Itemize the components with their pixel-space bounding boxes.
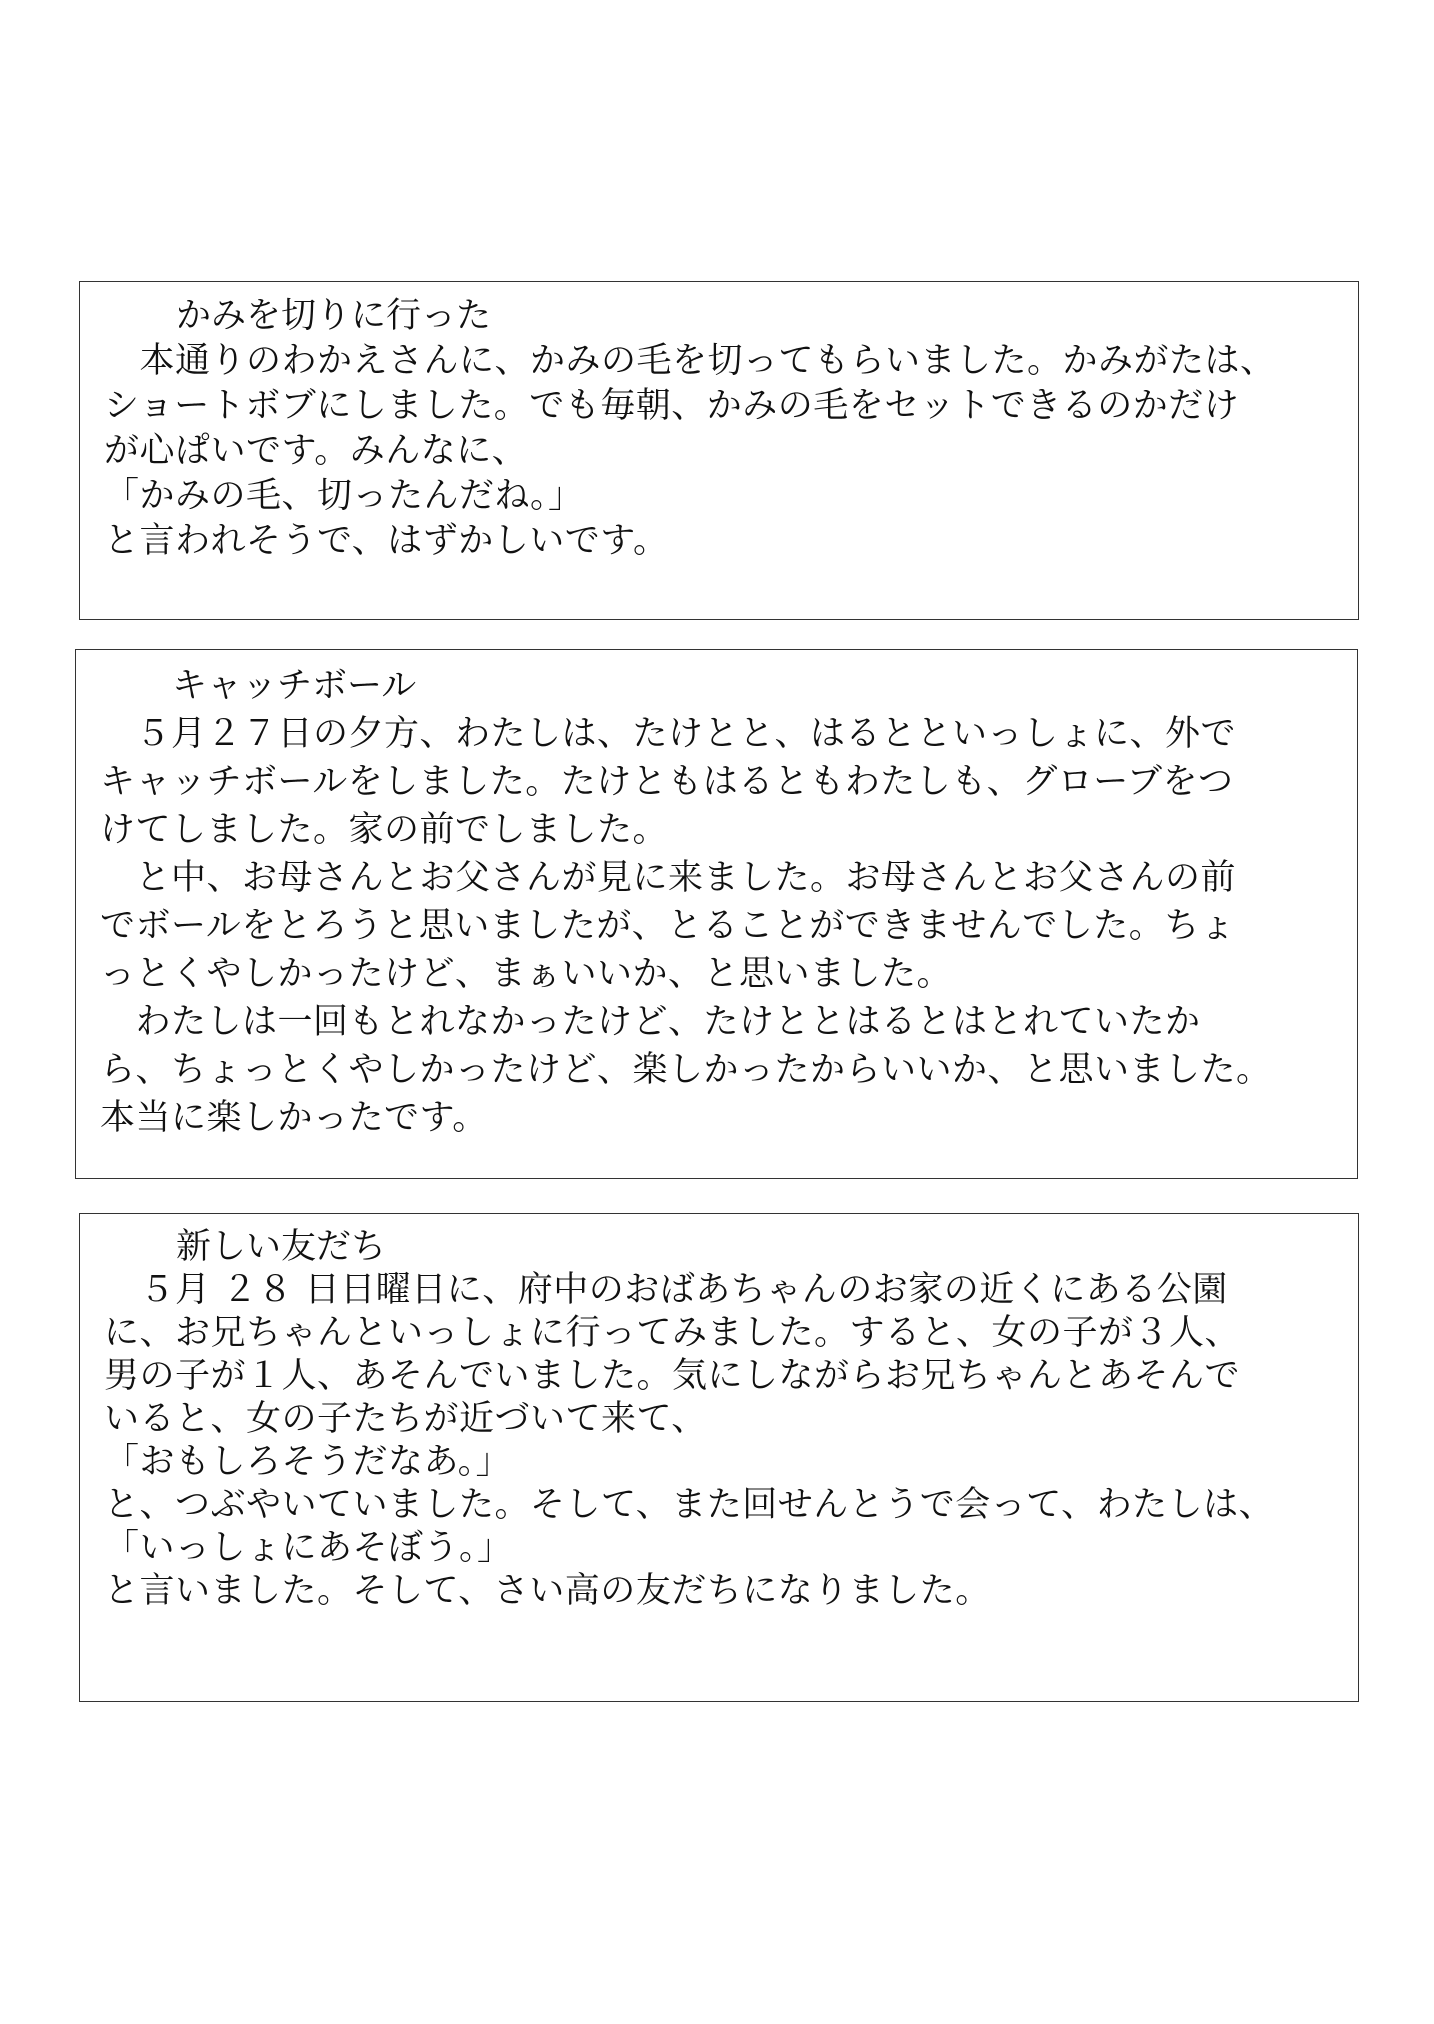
essay-line: わたしは一回もとれなかったけど、たけととはるとはとれていたか	[100, 1002, 1201, 1042]
essay-line: 「かみの毛、切ったんだね。」	[104, 476, 584, 516]
essay-line: 本通りのわかえさんに、かみの毛を切ってもらいました。かみがたは、	[104, 341, 1276, 381]
essay-line: けてしました。家の前でしました。	[100, 810, 669, 850]
essay-line: と言われそうで、はずかしいです。	[104, 521, 669, 561]
essay-box-catchball	[75, 649, 1358, 1179]
essay-box-haircut	[79, 281, 1359, 620]
essay-line: が心ぱいです。みんなに、	[104, 431, 528, 471]
essay-box-new-friends	[79, 1213, 1359, 1702]
essay-line: に、お兄ちゃんといっしょに行ってみました。すると、女の子が３人、	[104, 1313, 1241, 1353]
essay-line: キャッチボールをしました。たけともはるともわたしも、グローブをつ	[100, 762, 1234, 802]
essay-title: かみを切りに行った	[176, 296, 492, 336]
essay-line: 男の子が１人、あそんでいました。気にしながらお兄ちゃんとあそんで	[104, 1356, 1241, 1396]
essay-line: 「おもしろそうだなあ。」	[104, 1442, 512, 1482]
essay-title: 新しい友だち	[176, 1227, 387, 1267]
essay-line: ら、ちょっとくやしかったけど、楽しかったからいいか、と思いました。	[100, 1050, 1272, 1090]
essay-line: ５月 ２８ 日日曜日に、府中のおばあちゃんのお家の近くにある公園	[104, 1270, 1228, 1310]
essay-line: いると、女の子たちが近づいて来て、	[104, 1399, 707, 1439]
essay-line: っとくやしかったけど、まぁいいか、と思いました。	[100, 954, 953, 994]
essay-line: でボールをとろうと思いましたが、とることができませんでした。ちょ	[100, 906, 1236, 946]
essay-line: ショートボブにしました。でも毎朝、かみの毛をセットできるのかだけ	[104, 386, 1240, 426]
essay-line: と中、お母さんとお父さんが見に来ました。お母さんとお父さんの前	[100, 858, 1237, 898]
essay-line: と言いました。そして、さい高の友だちになりました。	[104, 1571, 991, 1611]
essay-line: 「いっしょにあそぼう。」	[104, 1528, 513, 1568]
essay-title: キャッチボール	[172, 666, 417, 706]
essay-line: と、つぶやいていました。そして、また回せんとうで会って、わたしは、	[104, 1485, 1275, 1525]
essay-line: 本当に楽しかったです。	[100, 1098, 488, 1138]
essay-line: ５月２７日の夕方、わたしは、たけとと、はるとといっしょに、外で	[100, 714, 1237, 754]
